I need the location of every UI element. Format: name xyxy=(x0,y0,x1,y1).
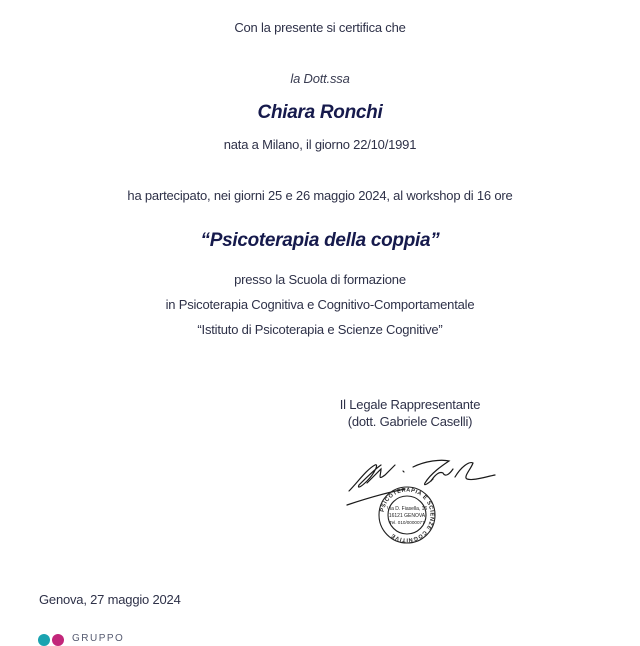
participation-text: ha partecipato, nei giorni 25 e 26 maggio 2024, al workshop di 16 ore xyxy=(127,188,513,203)
signature-stamp-image xyxy=(345,455,500,550)
school-line-2: in Psicoterapia Cognitiva e Cognitivo-Comportamentale xyxy=(165,297,475,312)
logo-text: GRUPPO xyxy=(72,633,125,644)
svg-text:PSICOTERAPIA E SCIENZE COGNITI: PSICOTERAPIA E SCIENZE COGNITIVE xyxy=(379,487,435,543)
gruppo-logo xyxy=(38,634,124,646)
place-date: Genova, 27 maggio 2024 xyxy=(39,592,181,607)
course-title: “Psicoterapia della coppia” xyxy=(200,230,440,251)
recipient-name: Chiara Ronchi xyxy=(257,102,383,123)
teal-circle-icon xyxy=(38,634,50,646)
intro-text: Con la presente si certifica che xyxy=(234,20,406,35)
svg-text:Via D. Fiasella, 16: Via D. Fiasella, 16 xyxy=(386,506,428,512)
birth-info: nata a Milano, il giorno 22/10/1991 xyxy=(223,137,417,152)
school-line-3: “Istituto di Psicoterapia e Scienze Cognitive” xyxy=(197,322,443,337)
school-line-1: presso la Scuola di formazione xyxy=(234,272,406,287)
svg-text:16121 GENOVA: 16121 GENOVA xyxy=(388,513,426,519)
signatory-name: (dott. Gabriele Caselli) xyxy=(347,414,473,429)
signatory-role: Il Legale Rappresentante xyxy=(339,397,481,412)
magenta-circle-icon xyxy=(52,634,64,646)
svg-text:Tel. 010/0000077: Tel. 010/0000077 xyxy=(389,520,425,525)
title-prefix: la Dott.ssa xyxy=(290,71,350,86)
